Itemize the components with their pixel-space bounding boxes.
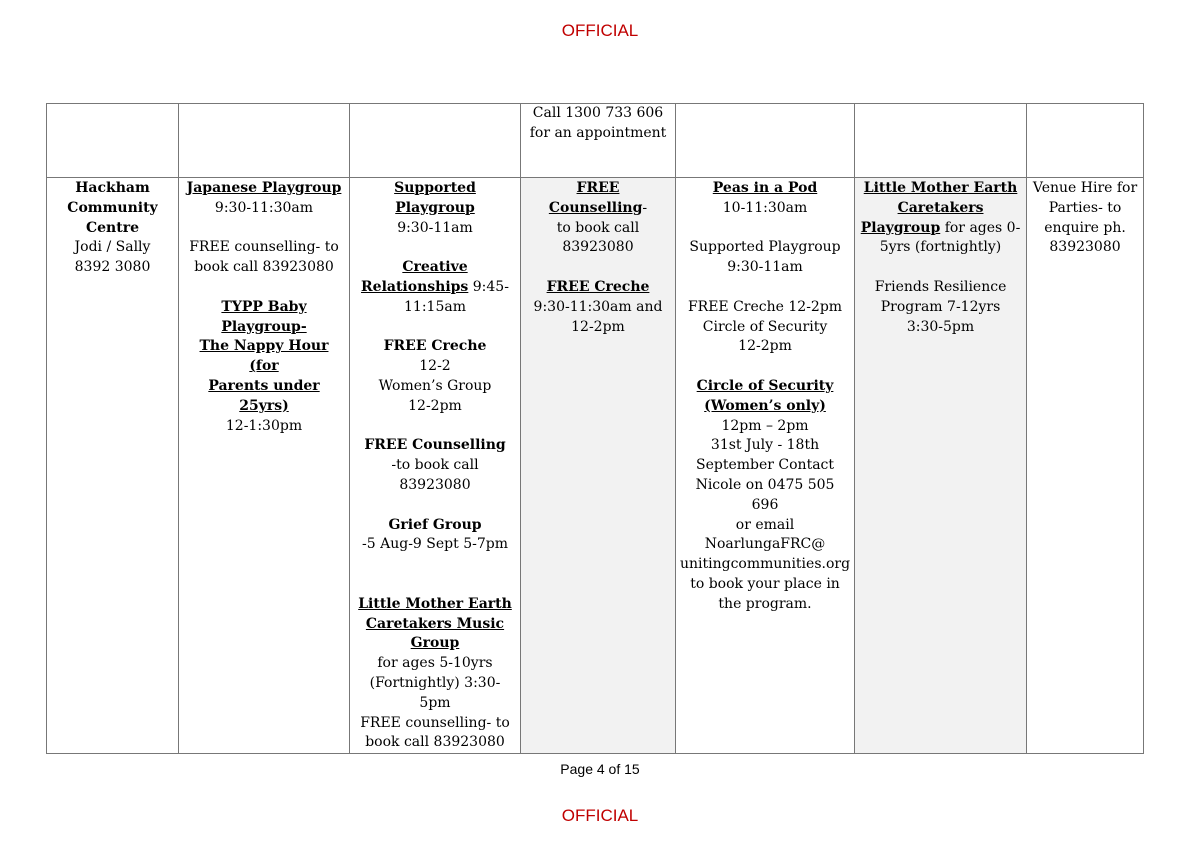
- cos-text-2: 31st July - 18th: [710, 437, 820, 454]
- supported-playgroup-time: 9:30-11am: [397, 219, 473, 236]
- tuesday-creche-title: FREE Creche: [383, 338, 487, 355]
- friday-lme-title-2: Caretakers: [897, 199, 984, 216]
- cell-thursday: [676, 178, 855, 754]
- creative-title: Creative: [402, 259, 468, 276]
- typp-title-1: TYPP Baby Playgroup-: [221, 298, 307, 335]
- wednesday-counselling-text-2: 83923080: [562, 239, 634, 256]
- lme-music-title-2: Caretakers Music: [365, 615, 505, 632]
- typp-title-2: The Nappy Hour (for: [199, 338, 329, 375]
- lme-music-text-1: for ages 5-10yrs: [377, 655, 493, 672]
- venue-hire-2: Parties- to: [1048, 199, 1122, 216]
- lme-music-text-3: 5pm: [419, 694, 451, 711]
- cos-text-6: NoarlungaFRC@: [704, 536, 826, 553]
- table-row: [47, 178, 1144, 754]
- wednesday-counselling-dash: -: [642, 199, 648, 216]
- cell-venue: [47, 178, 179, 754]
- lme-music-title-3: Group: [410, 635, 460, 652]
- friends-3: 3:30-5pm: [906, 318, 975, 335]
- womens-group: Women’s Group: [378, 377, 492, 394]
- tuesday-creche-time: 12-2: [419, 358, 451, 375]
- tuesday-counselling-text: -to book call 83923080: [391, 457, 479, 493]
- tuesday-counselling-title: FREE Counselling: [364, 437, 506, 454]
- cell-tuesday: [350, 178, 521, 754]
- thursday-supported-1: Supported Playgroup: [689, 239, 841, 256]
- cos-text-9: the program.: [718, 595, 812, 612]
- page-number: Page 4 of 15: [560, 761, 640, 777]
- cell-friday-top: [855, 104, 1027, 178]
- cell-weekend-top: [1027, 104, 1144, 178]
- lme-music-text-4: FREE counselling- to: [360, 714, 510, 731]
- womens-group-time: 12-2pm: [408, 397, 462, 414]
- peas-time: 10-11:30am: [722, 199, 808, 216]
- friday-lme-title-3: Playgroup: [860, 219, 941, 236]
- cell-monday: [179, 178, 350, 754]
- cos-text-3: September Contact: [696, 457, 835, 474]
- table-row: [47, 104, 1144, 178]
- japanese-playgroup-time: 9:30-11:30am: [214, 199, 314, 216]
- grief-group-time: -5 Aug-9 Sept 5-7pm: [362, 536, 508, 553]
- friends-1: Friends Resilience: [874, 278, 1007, 295]
- thursday-supported-2: 9:30-11am: [727, 259, 803, 276]
- typp-title-3: Parents under 25yrs): [208, 377, 320, 414]
- wednesday-counselling-text-1: to book call: [556, 219, 640, 236]
- cos-text-1: 12pm – 2pm: [721, 417, 809, 434]
- friday-lme-title-1: Little Mother Earth: [863, 180, 1018, 196]
- japanese-playgroup-title: Japanese Playgroup: [186, 180, 342, 196]
- cell-wednesday-top: [521, 104, 676, 178]
- cell-tuesday-top: [350, 104, 521, 178]
- friday-lme-text-2: 5yrs (fortnightly): [879, 239, 1002, 256]
- cell-thursday-top: [676, 104, 855, 178]
- friday-lme-text-1: for ages 0-: [940, 219, 1021, 236]
- venue-hire-1: Venue Hire for: [1032, 180, 1138, 196]
- thursday-creche-3: 12-2pm: [738, 338, 792, 355]
- creative-time-2: 11:15am: [404, 298, 466, 315]
- cell-monday-top: [179, 104, 350, 178]
- cos-title-1: Circle of Security: [696, 377, 834, 394]
- venue-contact-phone: 8392 3080: [74, 259, 151, 276]
- monday-counselling-2: book call 83923080: [194, 259, 334, 276]
- wednesday-creche-title: FREE Creche: [546, 278, 650, 295]
- monday-counselling-1: FREE counselling- to: [189, 239, 339, 256]
- peas-title: Peas in a Pod: [712, 180, 818, 196]
- thursday-creche-1: FREE Creche 12-2pm: [687, 298, 843, 315]
- wednesday-creche-text-1: 9:30-11:30am and: [533, 298, 663, 315]
- cos-text-7: unitingcommunities.org: [680, 556, 851, 573]
- venue-hire-4: 83923080: [1049, 239, 1121, 256]
- cos-text-8: to book your place in: [690, 575, 840, 592]
- cell-weekend: [1027, 178, 1144, 754]
- cell-venue-top: [47, 104, 179, 178]
- creative-title-2: Relationships: [361, 278, 469, 295]
- friends-2: Program 7-12yrs: [880, 298, 1001, 315]
- cos-text-5: or email: [735, 516, 795, 533]
- cell-wednesday: [521, 178, 676, 754]
- supported-playgroup-title: Supported Playgroup: [394, 180, 476, 216]
- cell-friday: [855, 178, 1027, 754]
- creative-time-1: 9:45-: [468, 278, 509, 295]
- lme-music-text-2: (Fortnightly) 3:30-: [369, 674, 501, 691]
- venue-name-2: Community: [67, 199, 158, 216]
- official-footer: OFFICIAL: [561, 806, 639, 825]
- lme-music-text-5: book call 83923080: [365, 734, 505, 751]
- wednesday-creche-text-2: 12-2pm: [571, 318, 625, 335]
- schedule-table: [46, 103, 1144, 754]
- grief-group-title: Grief Group: [388, 516, 482, 533]
- venue-name-3: Centre: [86, 219, 139, 236]
- cos-text-4: Nicole on 0475 505 696: [695, 476, 835, 513]
- appointment-line-2: for an appointment: [529, 124, 667, 141]
- official-header: OFFICIAL: [561, 21, 639, 40]
- typp-time: 12-1:30pm: [225, 417, 303, 434]
- thursday-creche-2: Circle of Security: [702, 318, 828, 335]
- venue-contact-name: Jodi / Sally: [74, 239, 151, 256]
- venue-hire-3: enquire ph.: [1044, 219, 1126, 236]
- appointment-line-1: Call 1300 733 606: [532, 105, 664, 121]
- venue-name-1: Hackham: [75, 180, 150, 196]
- wednesday-counselling-title: FREE Counselling: [548, 180, 643, 216]
- lme-music-title-1: Little Mother Earth: [358, 595, 512, 612]
- cos-title-2: (Women’s only): [704, 397, 826, 414]
